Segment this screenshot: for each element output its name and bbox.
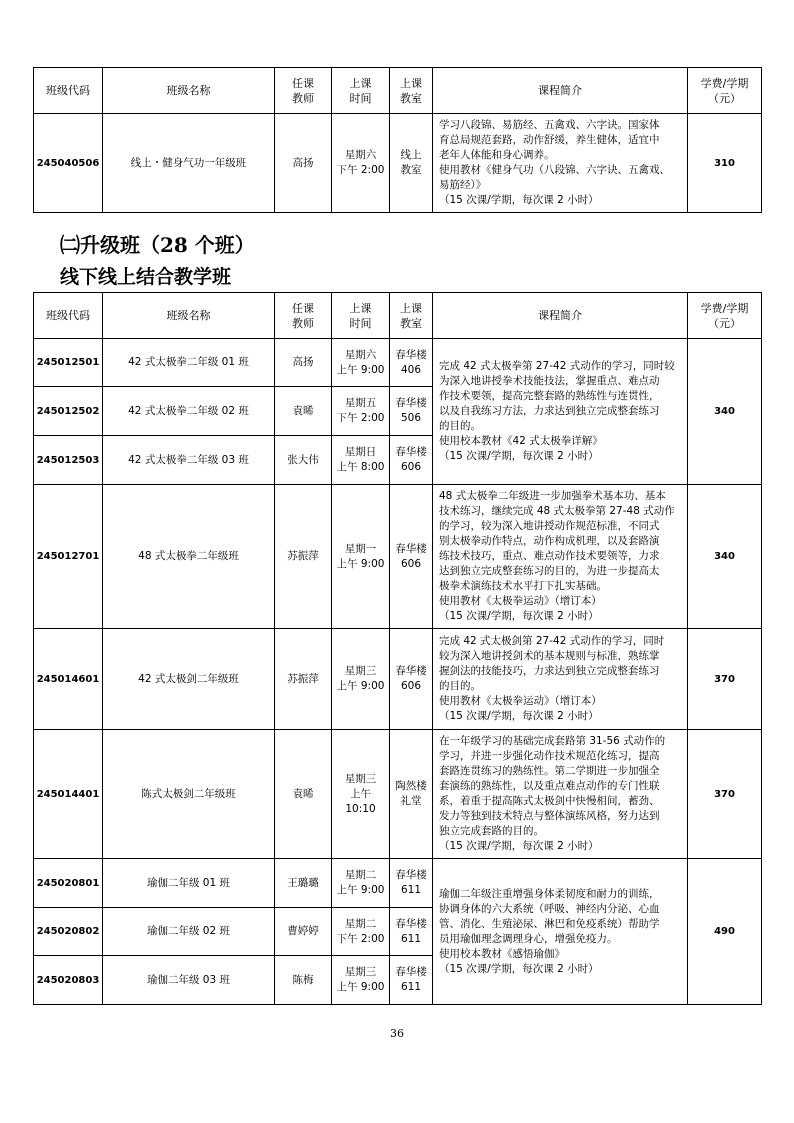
class-room: 线上 教室 <box>390 114 433 213</box>
header-intro: 课程简介 <box>433 68 688 114</box>
class-room: 春华楼 406 <box>390 339 433 387</box>
header-name: 班级名称 <box>103 68 275 114</box>
class-name: 瑜伽二年级 02 班 <box>103 908 275 956</box>
header-time: 上课 时间 <box>332 68 390 114</box>
class-time: 星期三 上午 9:00 <box>332 956 390 1005</box>
header-teacher: 任课 教师 <box>275 68 332 114</box>
course-table-upgrade <box>33 292 762 1005</box>
class-time: 星期六 上午 9:00 <box>332 339 390 387</box>
class-room: 春华楼 506 <box>390 387 433 436</box>
class-time: 星期三 上午 9:00 <box>332 629 390 730</box>
class-name: 48 式太极拳二年级班 <box>103 485 275 629</box>
class-code: 245012501 <box>34 339 103 387</box>
class-room: 春华楼 606 <box>390 629 433 730</box>
class-code: 245020801 <box>34 859 103 908</box>
class-teacher: 王璐璐 <box>275 859 332 908</box>
course-description: 完成 42 式太极拳第 27-42 式动作的学习，同时较 为深入地讲授拳术技能技法，掌握重点、难点动 作技术要领，提高完整套路的熟练性与连贯性， 以及自我练习方法，力求达到独立完成整套练习 的目的。 使用校本教材《42 式太极拳详解》 （15 次课/学期，每次课 2 小时） <box>433 339 688 485</box>
class-teacher: 陈梅 <box>275 956 332 1005</box>
class-code: 245012701 <box>34 485 103 629</box>
course-table-online <box>33 67 762 213</box>
table-row <box>34 114 762 213</box>
class-code: 245014601 <box>34 629 103 730</box>
header-room: 上课 教室 <box>390 293 433 339</box>
class-name: 瑜伽二年级 01 班 <box>103 859 275 908</box>
table-row <box>34 339 762 387</box>
section-title: ㈡升级班（28 个班） <box>60 233 255 257</box>
header-fee: 学费/学期 （元） <box>688 293 762 339</box>
table-row <box>34 730 762 859</box>
table-header-row <box>34 68 762 114</box>
class-time: 星期三 上午 10:10 <box>332 730 390 859</box>
class-name: 42 式太极拳二年级 01 班 <box>103 339 275 387</box>
header-teacher: 任课 教师 <box>275 293 332 339</box>
class-code: 245020803 <box>34 956 103 1005</box>
class-teacher: 高扬 <box>275 114 332 213</box>
header-name: 班级名称 <box>103 293 275 339</box>
class-room: 陶然楼 礼堂 <box>390 730 433 859</box>
table-row <box>34 485 762 629</box>
class-teacher: 曹婷婷 <box>275 908 332 956</box>
class-name: 42 式太极拳二年级 03 班 <box>103 436 275 485</box>
class-name: 42 式太极剑二年级班 <box>103 629 275 730</box>
class-code: 245020802 <box>34 908 103 956</box>
header-time: 上课 时间 <box>332 293 390 339</box>
header-code: 班级代码 <box>34 68 103 114</box>
class-fee: 340 <box>688 485 762 629</box>
class-code: 245014401 <box>34 730 103 859</box>
class-time: 星期一 上午 9:00 <box>332 485 390 629</box>
class-room: 春华楼 611 <box>390 908 433 956</box>
class-name: 瑜伽二年级 03 班 <box>103 956 275 1005</box>
class-teacher: 张大伟 <box>275 436 332 485</box>
course-description: 在一年级学习的基础完成套路第 31-56 式动作的 学习，并进一步强化动作技术规范化练习，提高 套路连贯练习的熟练性。第二学期进一步加强全 套演练的熟练性，以及重点难点动作的专门性联 系，着重于提高陈式太极剑中快慢相间，蓄劲、 发力等独到技术特点与整体演练风格，努力达到 独立完成套路的目的。 （15 次课/学期，每次课 2 小时） <box>433 730 688 859</box>
class-room: 春华楼 611 <box>390 956 433 1005</box>
class-fee: 310 <box>688 114 762 213</box>
class-time: 星期二 上午 9:00 <box>332 859 390 908</box>
header-room: 上课 教室 <box>390 68 433 114</box>
class-code: 245040506 <box>34 114 103 213</box>
class-time: 星期日 上午 8:00 <box>332 436 390 485</box>
class-fee: 370 <box>688 629 762 730</box>
class-teacher: 苏振萍 <box>275 485 332 629</box>
class-code: 245012503 <box>34 436 103 485</box>
class-name: 陈式太极剑二年级班 <box>103 730 275 859</box>
class-fee: 490 <box>688 859 762 1005</box>
class-teacher: 高扬 <box>275 339 332 387</box>
class-name: 42 式太极拳二年级 02 班 <box>103 387 275 436</box>
class-fee: 340 <box>688 339 762 485</box>
header-fee: 学费/学期 （元） <box>688 68 762 114</box>
class-room: 春华楼 611 <box>390 859 433 908</box>
subsection-title: 线下线上结合教学班 <box>60 266 232 288</box>
table-row <box>34 629 762 730</box>
class-time: 星期六 下午 2:00 <box>332 114 390 213</box>
class-room: 春华楼 606 <box>390 436 433 485</box>
class-teacher: 袁晞 <box>275 730 332 859</box>
course-description: 学习八段锦、易筋经、五禽戏、六字诀。国家体 育总局规范套路，动作舒缓，养生健体，适宜中 老年人体能和身心调养。 使用教材《健身气功（八段锦、六字诀、五禽戏、 易筋经）》 （15 次课/学期，每次课 2 小时） <box>433 114 688 213</box>
header-intro: 课程简介 <box>433 293 688 339</box>
class-room: 春华楼 606 <box>390 485 433 629</box>
course-description: 瑜伽二年级注重增强身体柔韧度和耐力的训练， 协调身体的六大系统（呼吸、神经内分泌、心血 管、消化、生殖泌尿、淋巴和免疫系统）帮助学 员用瑜伽理念调理身心，增强免疫力。 使用校本教材《感悟瑜伽》 （15 次课/学期，每次课 2 小时） <box>433 859 688 1005</box>
page-number: 36 <box>390 1027 404 1040</box>
header-code: 班级代码 <box>34 293 103 339</box>
class-teacher: 苏振萍 <box>275 629 332 730</box>
table-header-row <box>34 293 762 339</box>
course-description: 48 式太极拳二年级进一步加强拳术基本功、基本 技术练习，继续完成 48 式太极拳第 27-48 式动作 的学习，较为深入地讲授动作规范标准，不同式 别太极拳动作特点，动作构成机理，以及套路演 练技术技巧，重点、难点动作技术要领等，力求 达到独立完成整套练习的目的，为进一步提高太 极拳术演练技术水平打下扎实基础。 使用教材《太极拳运动》（增订本） （15 次课/学期，每次课 2 小时） <box>433 485 688 629</box>
class-time: 星期五 下午 2:00 <box>332 387 390 436</box>
class-name: 线上・健身气功一年级班 <box>103 114 275 213</box>
table-row <box>34 859 762 908</box>
class-fee: 370 <box>688 730 762 859</box>
class-time: 星期二 下午 2:00 <box>332 908 390 956</box>
course-description: 完成 42 式太极剑第 27-42 式动作的学习，同时 较为深入地讲授剑术的基本规则与标准，熟练掌 握剑法的技能技巧，力求达到独立完成整套练习 的目的。 使用教材《太极拳运动》（增订本） （15 次课/学期，每次课 2 小时） <box>433 629 688 730</box>
class-code: 245012502 <box>34 387 103 436</box>
class-teacher: 袁晞 <box>275 387 332 436</box>
